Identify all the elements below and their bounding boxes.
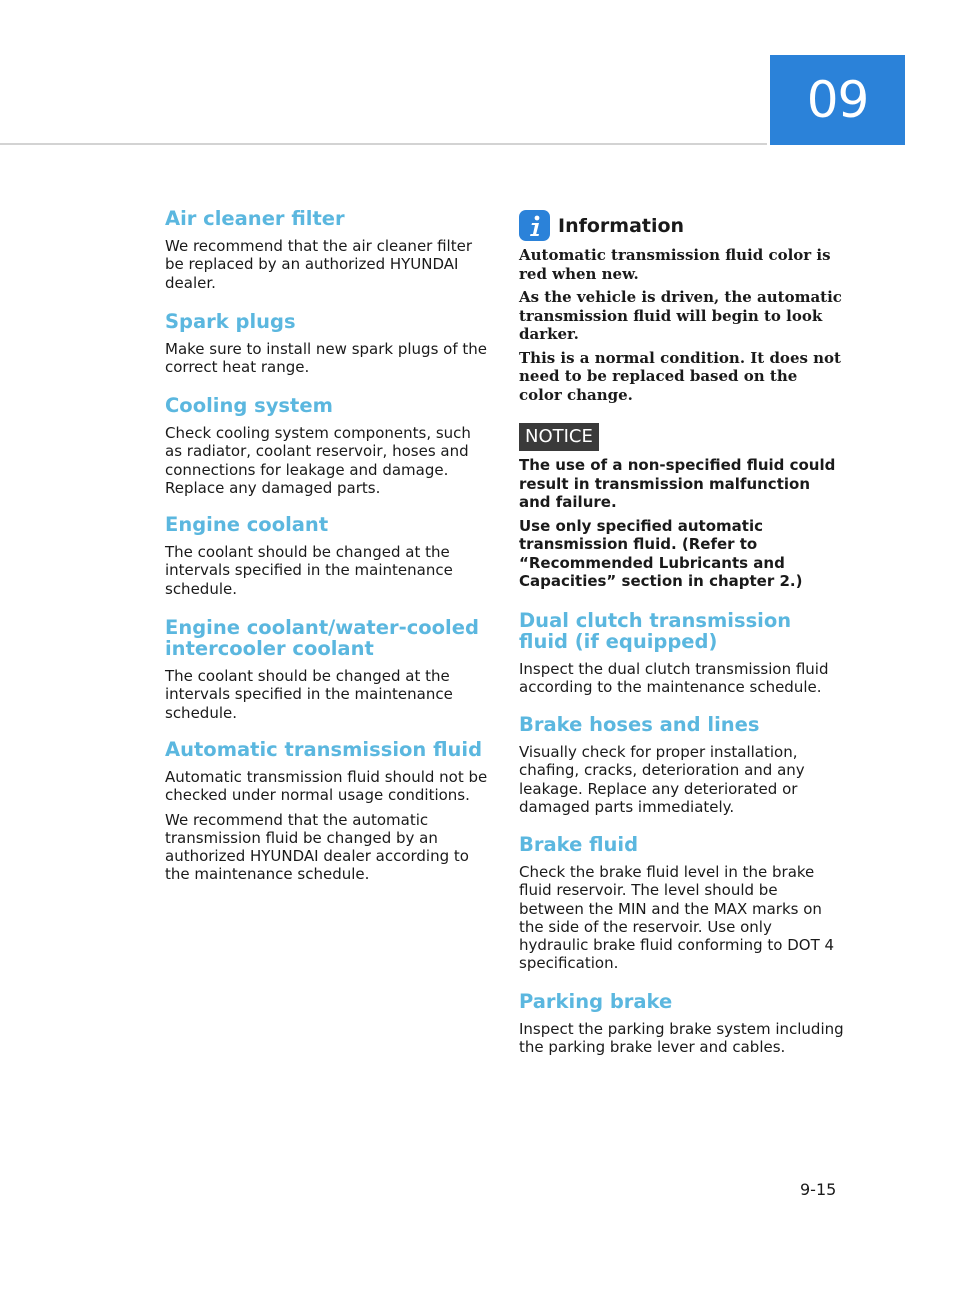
section-title: Automatic transmission fluid [165,738,483,761]
section-engine-coolant [165,514,490,598]
section-spark-plugs [165,311,490,377]
section-parking-brake [519,991,844,1057]
section-title: Dual clutch transmission fluid (if equipped) [519,609,792,653]
section-body: We recommend that the air cleaner filter be replaced by an authorized HYUNDAI dealer. [165,237,472,292]
chapter-number: 09 [806,71,869,129]
section-brake-hoses [519,714,844,816]
section-body: We recommend that the automatic transmission fluid be changed by an authorized HYUNDAI dealer according to the maintenance schedule. [165,810,469,884]
section-title: Spark plugs [165,310,296,333]
section-body: Inspect the dual clutch transmission fluid according to the maintenance schedule. [519,660,829,697]
section-body: The coolant should be changed at the intervals specified in the maintenance schedule. [165,667,453,722]
notice-box [519,456,844,591]
section-body: Inspect the parking brake system including the parking brake lever and cables. [519,1020,844,1057]
notice-text: Use only specified automatic transmission fluid. (Refer to “Recommended Lubricants and Capacities” section in chapter 2.) [519,516,803,590]
section-cooling-system [165,395,490,497]
info-icon [519,210,550,241]
section-body: The coolant should be changed at the intervals specified in the maintenance schedule. [165,543,453,598]
section-dual-clutch [519,610,844,697]
notice-badge: NOTICE [519,423,599,451]
header-rule [0,143,767,145]
section-title: Brake hoses and lines [519,713,760,736]
page-number: 9-15 [800,1180,837,1199]
section-title: Engine coolant/water-cooled intercooler coolant [165,616,479,660]
section-body: Check the brake fluid level in the brake fluid reservoir. The level should be between the MIN and the MAX marks on the side of the reservoir. Use only hydraulic brake fluid conforming to DOT 4 specification. [519,863,835,973]
information-text: As the vehicle is driven, the automatic transmission fluid will begin to look darker. [519,288,842,343]
section-title: Brake fluid [519,833,639,856]
information-box [519,246,844,404]
chapter-tab [770,55,905,145]
section-body: Automatic transmission fluid should not be checked under normal usage conditions. [165,768,488,805]
notice-text: The use of a non-specified fluid could result in transmission malfunction and failure. [519,456,836,511]
section-body: Visually check for proper installation, chafing, cracks, deterioration and any leakage. Replace any deteriorated or damaged parts immediately. [519,743,805,816]
information-header [519,210,684,241]
section-auto-trans [165,739,490,884]
information-title: Information [558,214,685,237]
section-body: Make sure to install new spark plugs of the correct heat range. [165,340,487,377]
section-title: Cooling system [165,394,333,417]
information-text: Automatic transmission fluid color is red when new. [519,246,831,283]
section-title: Parking brake [519,990,673,1013]
section-brake-fluid [519,834,844,973]
section-body: Check cooling system components, such as radiator, coolant reservoir, hoses and connections for leakage and damage. Replace any damaged parts. [165,424,471,497]
information-text: This is a normal condition. It does not need to be replaced based on the color change. [519,348,841,404]
section-title: Air cleaner filter [165,207,345,230]
section-intercooler-coolant [165,617,490,722]
section-air-cleaner [165,208,490,292]
section-title: Engine coolant [165,513,329,536]
